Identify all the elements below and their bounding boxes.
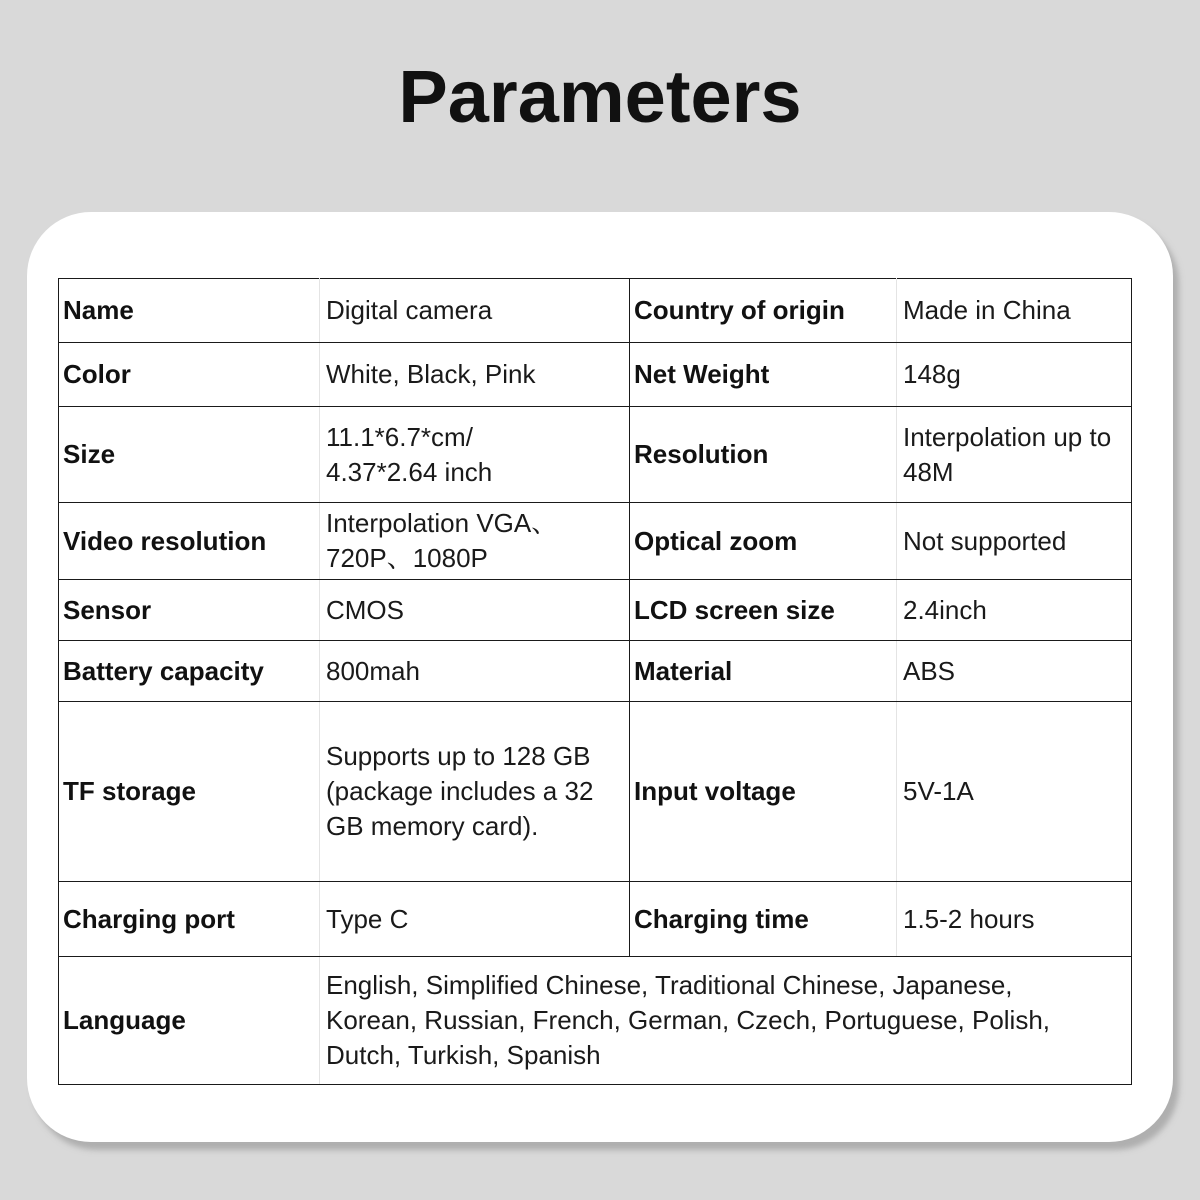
table-row xyxy=(59,882,1132,957)
net-weight-value: 148g xyxy=(897,343,1132,407)
size-value-line: 4.37*2.64 inch xyxy=(326,456,493,487)
size-value xyxy=(320,407,630,503)
tf-storage-value xyxy=(320,702,630,882)
net-weight-label: Net Weight xyxy=(630,343,897,407)
language-value-line: Dutch, Turkish, Spanish xyxy=(326,1040,601,1070)
sensor-value: CMOS xyxy=(320,580,630,641)
input-voltage-label: Input voltage xyxy=(630,702,897,882)
charging-port-label: Charging port xyxy=(59,882,320,957)
language-value-line: English, Simplified Chinese, Traditional Chinese, Japanese, xyxy=(326,970,1013,1000)
resolution-label: Resolution xyxy=(630,407,897,503)
language-value xyxy=(320,957,1132,1085)
charging-time-label: Charging time xyxy=(630,882,897,957)
table-row xyxy=(59,279,1132,343)
video-resolution-label: Video resolution xyxy=(59,503,320,580)
country-of-origin-label: Country of origin xyxy=(630,279,897,343)
tf-storage-value-line: Supports up to 128 GB xyxy=(326,741,591,771)
battery-capacity-label: Battery capacity xyxy=(59,641,320,702)
size-value-line: 11.1*6.7*cm/ xyxy=(326,421,473,452)
material-label: Material xyxy=(630,641,897,702)
color-label: Color xyxy=(59,343,320,407)
sensor-label: Sensor xyxy=(59,580,320,641)
tf-storage-value-line: GB memory card). xyxy=(326,811,539,841)
tf-storage-value-line: (package includes a 32 xyxy=(326,776,594,806)
language-label: Language xyxy=(59,957,320,1085)
table-row xyxy=(59,957,1132,1085)
optical-zoom-value: Not supported xyxy=(897,503,1132,580)
resolution-value-line: 48M xyxy=(903,456,954,487)
table-row xyxy=(59,343,1132,407)
charging-port-value: Type C xyxy=(320,882,630,957)
size-label: Size xyxy=(59,407,320,503)
table-row xyxy=(59,580,1132,641)
optical-zoom-label: Optical zoom xyxy=(630,503,897,580)
resolution-value-line: Interpolation up to xyxy=(903,421,1112,452)
video-resolution-value-line: 720P、1080P xyxy=(326,543,488,573)
color-value: White, Black, Pink xyxy=(320,343,630,407)
material-value: ABS xyxy=(897,641,1132,702)
table-row xyxy=(59,407,1132,503)
video-resolution-value xyxy=(320,503,630,580)
parameters-table xyxy=(58,278,1132,1085)
charging-time-value: 1.5-2 hours xyxy=(897,882,1132,957)
name-label: Name xyxy=(59,279,320,343)
input-voltage-value: 5V-1A xyxy=(897,702,1132,882)
page-title: Parameters xyxy=(398,55,802,138)
country-of-origin-value: Made in China xyxy=(897,279,1132,343)
battery-capacity-value: 800mah xyxy=(320,641,630,702)
table-row xyxy=(59,641,1132,702)
tf-storage-label: TF storage xyxy=(59,702,320,882)
video-resolution-value-line: Interpolation VGA、 xyxy=(326,508,558,538)
lcd-screen-size-label: LCD screen size xyxy=(630,580,897,641)
resolution-value xyxy=(897,407,1132,503)
table-row xyxy=(59,702,1132,882)
lcd-screen-size-value: 2.4inch xyxy=(897,580,1132,641)
name-value: Digital camera xyxy=(320,279,630,343)
language-value-line: Korean, Russian, French, German, Czech, Portuguese, Polish, xyxy=(326,1005,1051,1035)
table-row xyxy=(59,503,1132,580)
